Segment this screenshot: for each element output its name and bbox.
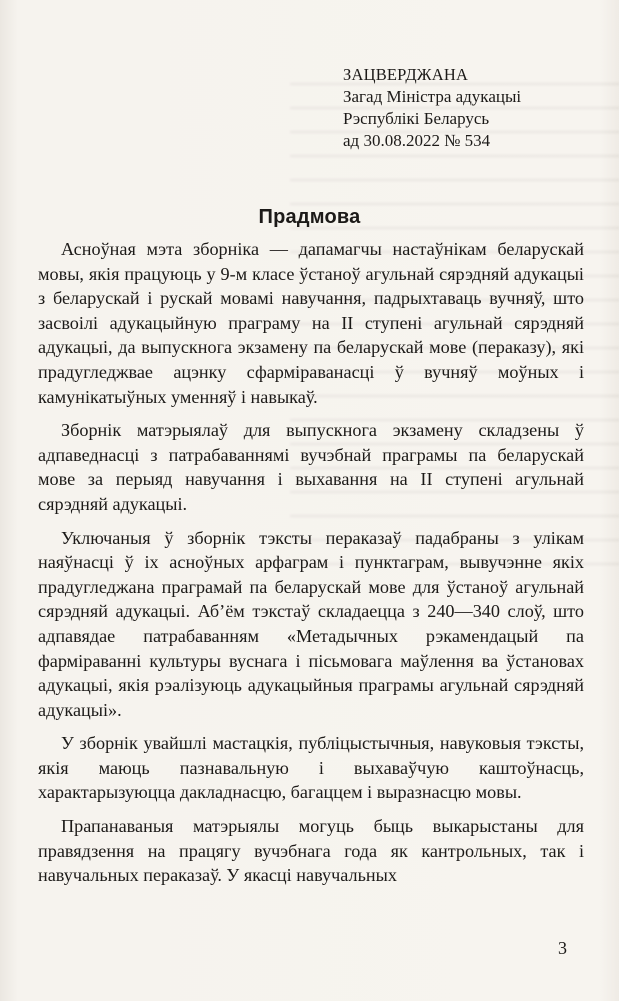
section-heading: Прадмова [258,206,361,228]
paragraph-1: Асноўная мэта зборніка — дапамагчы настаўнікам беларускай мовы, якія працуюць у 9-м класе ўстаноў агульнай сярэдняй адукацыі з беларускай і рускай мовамі навучання, падрыхтаваць вучняў, што засвоілі адукацыйную праграму на II ступені агульнай сярэдняй адукацыі, да выпускнога экзамену па беларускай мове (пераказу), які прадугледжвае ацэнку сфарміраванасці ў вучняў моўных і камунікатыўных уменняў і навыкаў. [38,239,584,407]
body-text [38,237,584,897]
paragraph-4: У зборнік увайшлі мастацкія, публіцыстычныя, навуковыя тэксты, якія маюць пазнавальную і выхаваўчую каштоўнасць, характарызуюцца дакладнасцю, багаццем і выразнасцю мовы. [38,733,584,803]
approval-country-line: Рэспублікі Беларусь [343,109,490,128]
paragraph-5: Прапанаваныя матэрыялы могуць быць выкарыстаны для правядзення на працягу вучэбнага года як кантрольных, так і навучальных пераказаў. У якасці навучальных [38,816,584,886]
approval-order-line: Загад Міністра адукацыі [343,87,522,106]
page-number: 3 [558,938,567,958]
paragraph-3: Уключаныя ў зборнік тэксты пераказаў падабраны з улікам наяўнасці ў іх асноўных арфаграм і пунктаграм, вывучэнне якіх прадугледжана праграмай па беларускай мове для ўстаноў агульнай сярэдняй адукацыі. Аб’ём тэкстаў складаецца з 240—340 слоў, што адпавядае патрабаванням «Метадычных рэкамендацый па фарміраванні культуры вуснага і пісьмовага маўлення ва ўстановах адукацыі, якія рэалізуюць адукацыйныя праграмы агульнай сярэдняй адукацыі». [38,527,584,720]
approval-stamp [343,64,603,152]
approval-date-line: ад 30.08.2022 № 534 [343,131,491,150]
approval-title: ЗАЦВЕРДЖАНА [343,65,469,84]
paragraph-2: Зборнік матэрыялаў для выпускнога экзамену складзены ў адпаведнасці з патрабаваннямі вучэбнай праграмы па беларускай мове за перыяд навучання і выхавання на II ступені агульнай сярэдняй адукацыі. [38,420,584,514]
